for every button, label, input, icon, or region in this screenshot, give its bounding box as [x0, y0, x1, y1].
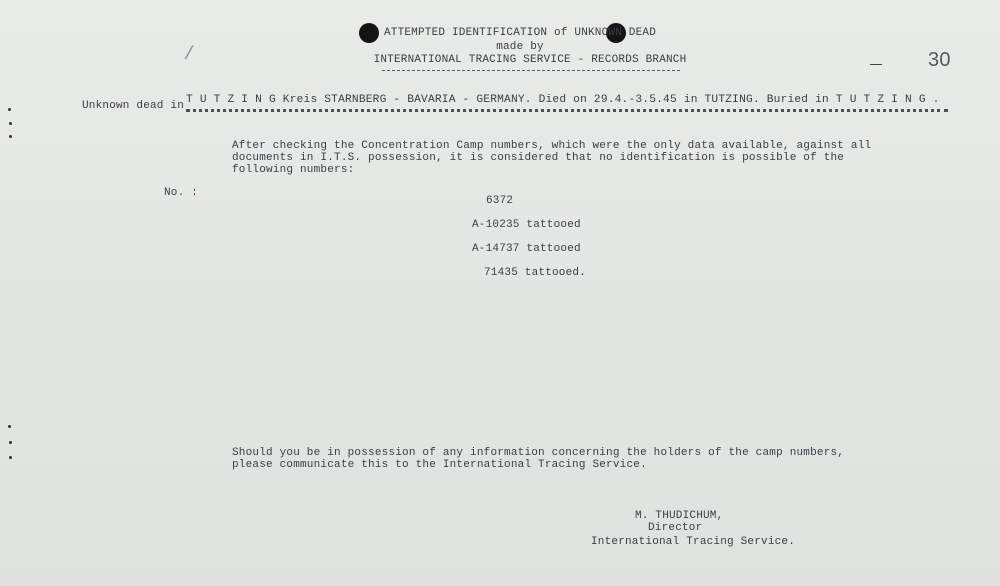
number-item: 6372 [486, 195, 514, 207]
number-item: A-10235 tattooed [472, 219, 581, 231]
header-organization: INTERNATIONAL TRACING SERVICE - RECORDS BRANCH [373, 54, 687, 66]
subject-text: T U T Z I N G Kreis STARNBERG - BAVARIA - GERMANY. Died on 29.4.-3.5.45 in TUTZING. Buried in T U T Z I N G . [186, 94, 940, 106]
body-line-1: After checking the Concentration Camp numbers, which were the only data available, against all [232, 140, 872, 152]
body-line-2: documents in I.T.S. possession, it is considered that no identification is possible of the [232, 152, 845, 164]
margin-mark [9, 456, 12, 459]
margin-mark [9, 122, 12, 125]
closing-line-1: Should you be in possession of any information concerning the holders of the camp numbers, [232, 447, 845, 459]
signature-organization: International Tracing Service. [591, 536, 796, 548]
margin-mark [9, 135, 12, 138]
punch-hole-left [359, 23, 379, 43]
subject-dotted-underline [186, 109, 948, 112]
header-title: ATTEMPTED IDENTIFICATION of UNKNOWN DEAD [383, 27, 657, 39]
number-item: A-14737 tattooed [472, 243, 581, 255]
signature-name: M. THUDICHUM, [635, 510, 724, 522]
number-item: 71435 tattooed. [484, 267, 587, 279]
page-number-mark [870, 64, 882, 65]
page-number: 30 [928, 49, 951, 71]
pencil-check-mark: / [183, 41, 195, 64]
margin-mark [8, 425, 11, 428]
closing-line-2: please communicate this to the International Tracing Service. [232, 459, 647, 471]
signature-title: Director [648, 522, 703, 534]
margin-mark [8, 108, 11, 111]
header-made-by: made by [496, 41, 544, 53]
numbers-label: No. : [164, 187, 199, 199]
body-line-3: following numbers: [232, 164, 355, 176]
margin-mark [9, 441, 12, 444]
subject-prefix: Unknown dead in [82, 100, 185, 112]
header-underline [382, 70, 680, 71]
